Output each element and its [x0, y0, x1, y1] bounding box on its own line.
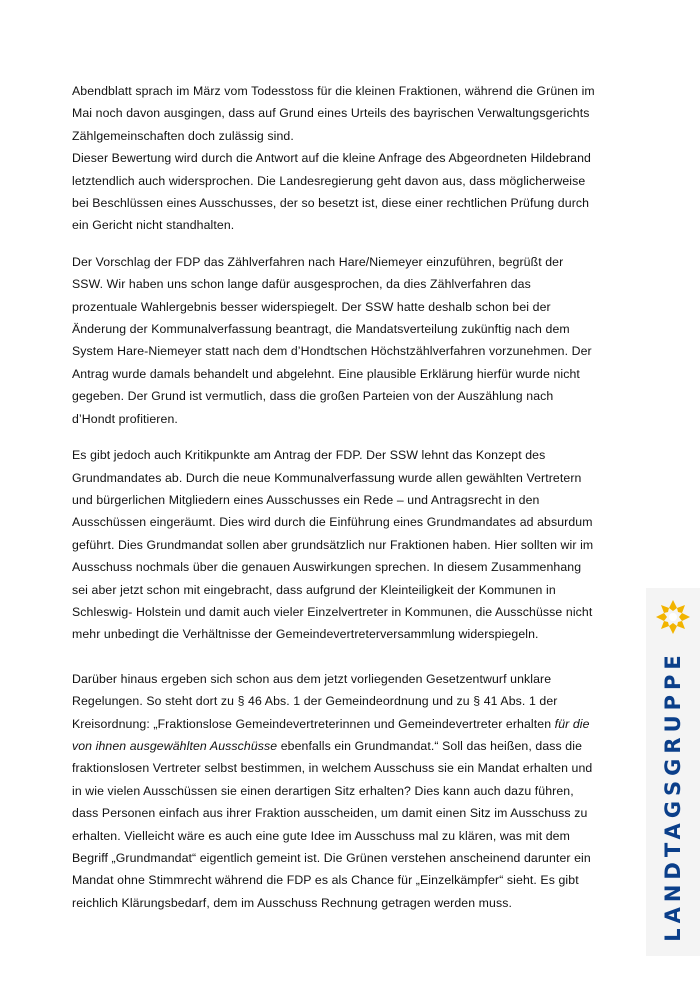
text-line: Ausschuss nochmals über die genauen Auswirkungen sprechen. In diesem Zusammenhang [72, 560, 582, 575]
sidebar-logo-panel [646, 588, 700, 956]
paragraph-2 [72, 147, 617, 237]
text-line: Änderung der Kommunalverfassung beantragt, die Mandatsverteilung zukünftig nach dem [72, 322, 570, 337]
italic-text: von ihnen ausgewählten Ausschüsse [72, 738, 278, 753]
italic-text: für die [554, 716, 590, 731]
text-line: Abendblatt sprach im März vom Todesstoss für die kleinen Fraktionen, während die Grünen im [72, 84, 595, 98]
text-line: Regelungen. So steht dort zu § 46 Abs. 1 der Gemeindeordnung und zu § 41 Abs. 1 der [72, 694, 558, 709]
paragraph-5 [72, 668, 617, 914]
text-line: bei Beschlüssen eines Ausschusses, der so besetzt ist, diese einer rechtlichen Prüfung durch [72, 196, 590, 211]
text-line: Schleswig- Holstein und damit auch vieler Einzelvertreter in Kommunen, die Ausschüsse nicht [72, 604, 593, 619]
text-line: dass Personen einfach aus ihrer Fraktion ausscheiden, um damit einen Sitz im Ausschuss zu [72, 806, 588, 821]
text-line: Mai noch davon ausgingen, dass auf Grund eines Urteils des bayrischen Verwaltungsgerichts [72, 106, 590, 121]
text-line: geführt. Dies Grundmandat sollen aber grundsätzlich nur Fraktionen haben. Hier sollten wir im [72, 537, 594, 552]
text-line: gegeben. Der Grund ist vermutlich, dass die großen Parteien von der Auszählung nach [72, 389, 554, 404]
text-line: ein Gericht nicht standhalten. [72, 218, 235, 233]
text-line: prozentuale Wahlergebnis besser widerspiegelt. Der SSW hatte deshalb schon bei der [72, 299, 551, 314]
ssw-star-logo-icon [654, 598, 692, 636]
text-line: Begriff „Grundmandat“ eigentlich gemeint ist. Die Grünen verstehen anscheinend darunter ein [72, 851, 591, 865]
paragraph-4 [72, 444, 617, 646]
text-line: reichlich Klärungsbedarf, dem im Ausschuss Rechnung getragen werden muss. [72, 895, 512, 910]
paragraph-3 [72, 251, 617, 430]
text-line: System Hare-Niemeyer statt nach dem d’Hondtschen Höchstzählverfahren vorzunehmen. Der [72, 344, 592, 359]
text-line: Es gibt jedoch auch Kritikpunkte am Antrag der FDP. Der SSW lehnt das Konzept des [72, 448, 546, 463]
document-body [72, 80, 617, 914]
text-line: fraktionslosen Vertreter selbst bestimmen, in welchem Ausschuss sie ein Mandat erhalten und [72, 761, 593, 776]
text-line: Antrag wurde damals behandelt und abgelehnt. Eine plausible Erklärung hierfür wurde nicht [72, 366, 580, 381]
text-line: Kreisordnung: „Fraktionslose Gemeindevertreterinnen und Gemeindevertreter erhalten [72, 716, 555, 731]
text-line: Darüber hinaus ergeben sich schon aus dem jetzt vorliegenden Gesetzentwurf unklare [72, 671, 552, 686]
text-line: in wie vielen Ausschüssen sie einen derartigen Sitz erhalten? Dies kann auch dazu führen, [72, 783, 574, 798]
text-line: Grundmandates ab. Durch die neue Kommunalverfassung wurde allen gewählten Vertretern [72, 470, 582, 485]
text-line: erhalten. Vielleicht wäre es auch eine gute Idee im Ausschuss mal zu klären, was mit dem [72, 828, 570, 843]
text-line: Zählgemeinschaften doch zulässig sind. [72, 128, 294, 143]
logo-text-area [646, 644, 700, 948]
text-line: Ausschüssen eingeräumt. Dies wird durch die Einführung eines Grundmandates ad absurdum [72, 515, 593, 530]
text-line: d’Hondt profitieren. [72, 411, 178, 426]
text-line: mehr unbedingt die Verhältnisse der Gemeindevertreterversammlung widerspiegeln. [72, 627, 539, 642]
text-line: ebenfalls ein Grundmandat.“ Soll das heißen, dass die [277, 738, 583, 753]
text-line: letztendlich auch widersprochen. Die Landesregierung geht davon aus, dass möglicherweise [72, 173, 586, 188]
text-line: Dieser Bewertung wird durch die Antwort auf die kleine Anfrage des Abgeordneten Hildebrand [72, 151, 591, 166]
text-line: und bürgerlichen Mitgliedern eines Ausschusses ein Rede – und Antragsrecht in den [72, 492, 540, 507]
text-line: Mandat ohne Stimmrecht während die FDP es als Chance für „Einzelkämpfer“ sieht. Es gibt [72, 873, 579, 888]
text-line: sei aber jetzt schon mit eingebracht, dass aufgrund der Kleinteiligkeit der Kommunen in [72, 582, 556, 597]
paragraph-1 [72, 80, 617, 147]
text-line: Der Vorschlag der FDP das Zählverfahren nach Hare/Niemeyer einzuführen, begrüßt der [72, 254, 564, 269]
text-line: SSW. Wir haben uns schon lange dafür ausgesprochen, da dies Zählverfahren das [72, 277, 531, 292]
logo-wordmark: LANDTAGSGRUPPE [661, 650, 685, 942]
